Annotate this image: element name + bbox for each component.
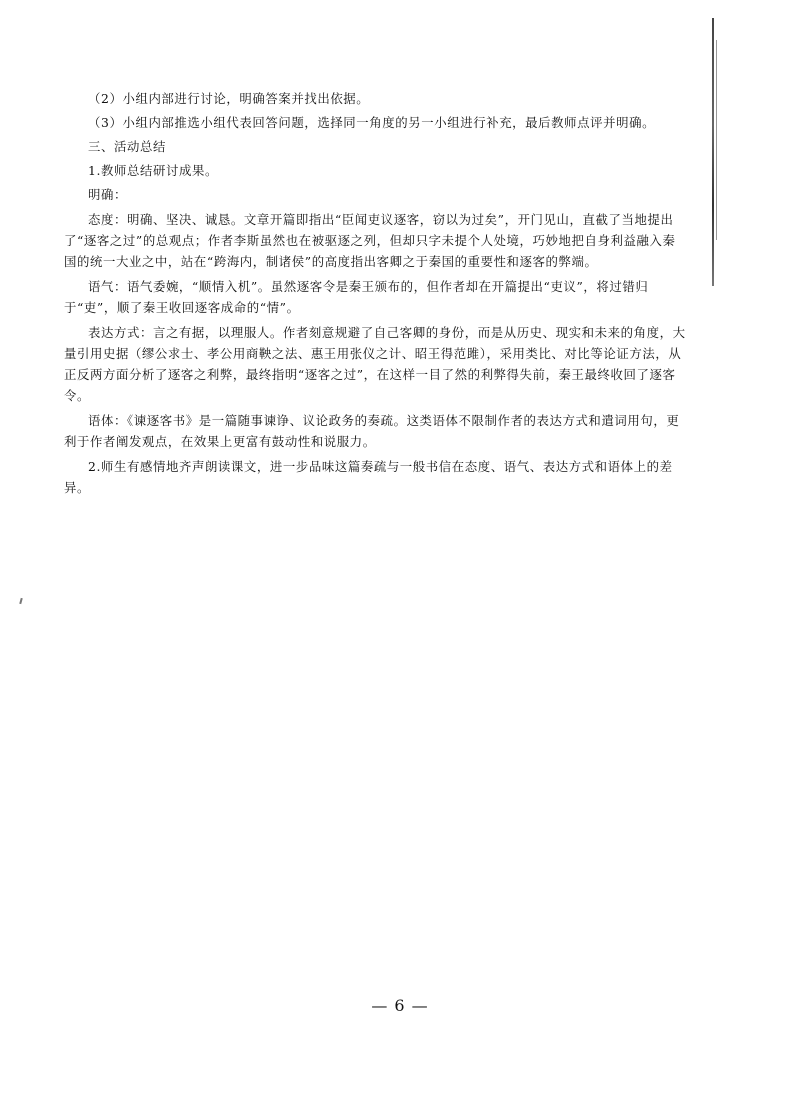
scan-edge-mark [712, 18, 714, 286]
expression-paragraph: 表达方式：言之有据，以理服人。作者刻意规避了自己客卿的身份，而是从历史、现实和未来的角度，大量引用史据（缪公求士、孝公用商鞅之法、惠王用张仪之计、昭王得范雎），采用类比、对比等论证方法，从正反两方面分析了逐客之利弊，最终指明“逐客之过”，在这样一目了然的利弊得失前，秦王最终收回了逐客令。 [64, 325, 686, 403]
scan-edge-mark-secondary [716, 40, 717, 240]
section-heading: 三、活动总结 [88, 139, 166, 154]
clarify-label: 明确： [88, 187, 127, 202]
page-number: — 6 — [371, 996, 429, 1015]
register-paragraph: 语体：《谏逐客书》是一篇随事谏诤、议论政务的奏疏。这类语体不限制作者的表达方式和遣词用句，更利于作者阐发观点，在效果上更富有鼓动性和说服力。 [64, 413, 680, 449]
scan-speck [19, 598, 22, 604]
step-2-text: （2）小组内部进行讨论，明确答案并找出依据。 [88, 91, 370, 106]
step-3-text: （3）小组内部推选小组代表回答问题，选择同一角度的另一小组进行补充，最后教师点评并明确。 [88, 115, 656, 130]
document-body [64, 88, 688, 498]
attitude-paragraph: 态度：明确、坚决、诚恳。文章开篇即指出“臣闻吏议逐客，窃以为过矣”，开门见山，直截了当地提出了“逐客之过”的总观点；作者李斯虽然也在被驱逐之列，但却只字未提个人处境，巧妙地把自身利益融入秦国的统一大业之中，站在“跨海内，制诸侯”的高度指出客卿之于秦国的重要性和逐客的弊端。 [64, 212, 676, 269]
tone-paragraph: 语气：语气委婉，“顺情入机”。虽然逐客令是秦王颁布的，但作者却在开篇提出“吏议”，将过错归于“吏”，顺了秦王收回逐客成命的“情”。 [64, 279, 649, 315]
summary-item-1: 1.教师总结研讨成果。 [88, 163, 218, 178]
summary-item-2: 2.师生有感情地齐声朗读课文，进一步品味这篇奏疏与一般书信在态度、语气、表达方式和语体上的差异。 [64, 459, 673, 495]
